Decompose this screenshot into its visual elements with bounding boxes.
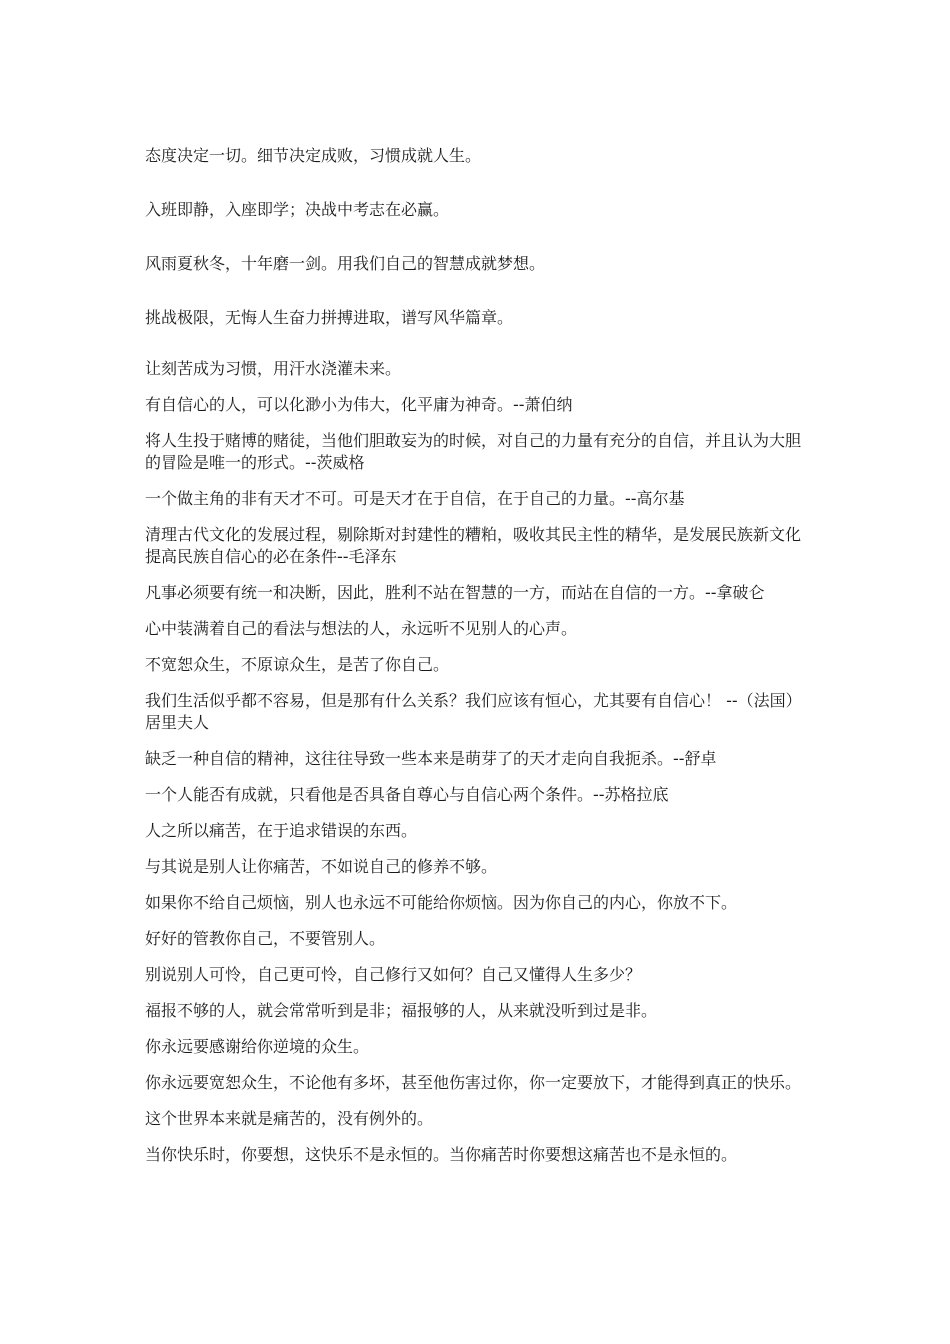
motto-line: 风雨夏秋冬，十年磨一剑。用我们自己的智慧成就梦想。	[145, 254, 546, 273]
quote-line: 清理古代文化的发展过程，剔除斯对封建性的糟粕，吸收其民主性的精华，是发展民族新文化提高民族自信心的必在条件--毛泽东	[145, 525, 802, 566]
quote-line: 一个做主角的非有天才不可。可是天才在于自信，在于自己的力量。--高尔基	[145, 489, 685, 508]
quote-line: 与其说是别人让你痛苦，不如说自己的修养不够。	[145, 857, 498, 876]
quote-line: 将人生投于赌博的赌徒，当他们胆敢妄为的时候，对自己的力量有充分的自信，并且认为大胆的冒险是唯一的形式。--茨威格	[145, 431, 802, 472]
motto-line: 入班即静，入座即学；决战中考志在必赢。	[145, 200, 450, 219]
quote-line: 这个世界本来就是痛苦的，没有例外的。	[145, 1109, 434, 1128]
motto-line: 挑战极限，无悔人生奋力拼搏进取，谱写风华篇章。	[145, 308, 514, 327]
quote-line: 凡事必须要有统一和决断，因此，胜利不站在智慧的一方，而站在自信的一方。--拿破仑	[145, 583, 765, 602]
quote-line: 当你快乐时，你要想，这快乐不是永恒的。当你痛苦时你要想这痛苦也不是永恒的。	[145, 1145, 738, 1164]
quote-line: 福报不够的人，就会常常听到是非；福报够的人，从来就没听到过是非。	[145, 1001, 658, 1020]
quote-line: 心中装满着自己的看法与想法的人，永远听不见别人的心声。	[145, 619, 578, 638]
quote-line: 我们生活似乎都不容易，但是那有什么关系？我们应该有恒心，尤其要有自信心！ --（法国）居里夫人	[145, 691, 802, 732]
quote-line: 缺乏一种自信的精神，这往往导致一些本来是萌芽了的天才走向自我扼杀。--舒卓	[145, 749, 717, 768]
quote-line: 如果你不给自己烦恼，别人也永远不可能给你烦恼。因为你自己的内心，你放不下。	[145, 893, 738, 912]
quote-line: 人之所以痛苦，在于追求错误的东西。	[145, 821, 418, 840]
quote-line: 一个人能否有成就，只看他是否具备自尊心与自信心两个条件。--苏格拉底	[145, 785, 669, 804]
quote-line: 你永远要感谢给你逆境的众生。	[145, 1037, 370, 1056]
quote-line: 好好的管教你自己，不要管别人。	[145, 929, 386, 948]
motto-line: 态度决定一切。细节决定成败，习惯成就人生。	[145, 146, 482, 165]
motto-block	[145, 145, 810, 351]
quote-line: 你永远要宽恕众生，不论他有多坏，甚至他伤害过你，你一定要放下，才能得到真正的快乐。	[145, 1073, 802, 1092]
quotes-block	[145, 358, 810, 1180]
quote-line: 有自信心的人，可以化渺小为伟大，化平庸为神奇。--萧伯纳	[145, 395, 573, 414]
quote-line: 让刻苦成为习惯，用汗水浇灌未来。	[145, 359, 402, 378]
quote-line: 不宽恕众生，不原谅众生，是苦了你自己。	[145, 655, 450, 674]
quote-line: 别说别人可怜，自己更可怜，自己修行又如何？自己又懂得人生多少？	[145, 965, 642, 984]
